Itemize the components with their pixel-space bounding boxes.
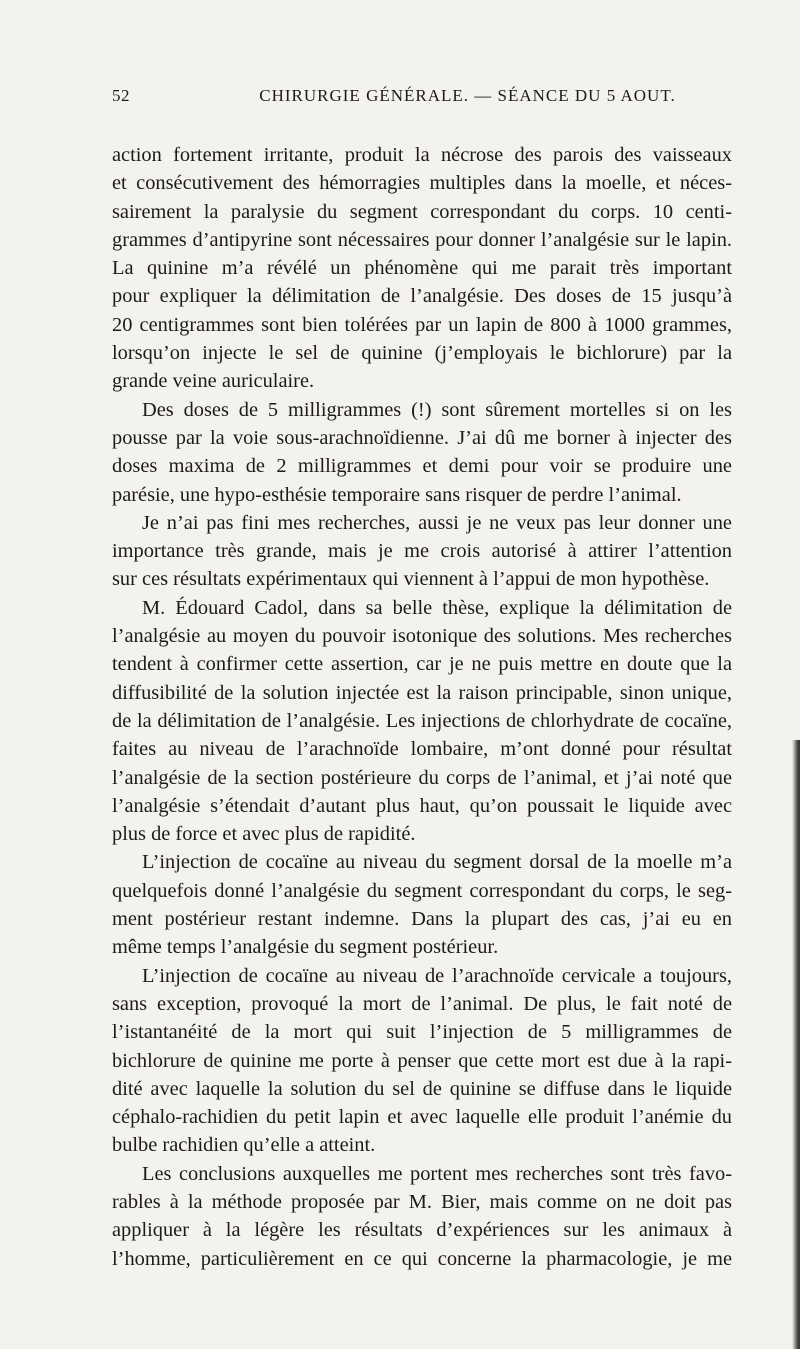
text-line: de la délimitation de l’analgésie. Les injections de chlorhydrate de cocaïne, (112, 709, 732, 732)
text-line: l’analgésie de la section postérieure du corps de l’animal, et j’ai noté que (112, 766, 732, 789)
text-line: action fortement irritante, produit la nécrose des parois des vaisseaux (112, 144, 732, 166)
text-line: Je n’ai pas fini mes recherches, aussi je ne veux pas leur donner une (142, 511, 732, 534)
text-line: rables à la méthode proposée par M. Bier, mais comme on ne doit pas (112, 1190, 732, 1213)
text-line: 20 centigrammes sont bien tolérées par un lapin de 800 à 1000 grammes, (112, 313, 732, 336)
text-line: Des doses de 5 milligrammes (!) sont sûrement mortelles si on les (142, 398, 732, 421)
text-line: M. Édouard Cadol, dans sa belle thèse, explique la délimitation de (142, 596, 732, 619)
text-line: lorsqu’on injecte le sel de quinine (j’employais le bichlorure) par la (112, 342, 732, 365)
text-line: grande veine auriculaire. (112, 370, 315, 393)
text-line: faites au niveau de l’arachnoïde lombaire, m’ont donné pour résultat (112, 738, 732, 761)
text-line: sans exception, provoqué la mort de l’animal. De plus, le fait noté de (112, 992, 732, 1015)
page-number: 52 (112, 86, 130, 105)
text-line: Les conclusions auxquelles me portent mes recherches sont très favo- (142, 1162, 732, 1185)
text-line: pousse par la voie sous-arachnoïdienne. J’ai dû me borner à injecter des (112, 426, 732, 449)
text-line: l’homme, particulièrement en ce qui concerne la pharmacologie, je me (112, 1247, 732, 1270)
text-line: appliquer à la légère les résultats d’expériences sur les animaux à (112, 1219, 732, 1242)
text-line: tendent à confirmer cette assertion, car je ne puis mettre en doute que la (112, 653, 732, 676)
running-head: CHIRURGIE GÉNÉRALE. — SÉANCE DU 5 AOUT. (259, 86, 676, 105)
text-line: dité avec laquelle la solution du sel de quinine se diffuse dans le liquide (112, 1077, 732, 1100)
text-line: bichlorure de quinine me porte à penser que cette mort est due à la rapi- (112, 1049, 732, 1072)
text-line: sairement la paralysie du segment correspondant du corps. 10 centi- (112, 200, 732, 223)
text-line: l’analgésie s’étendait d’autant plus haut, qu’on poussait le liquide avec (112, 794, 732, 817)
text-line: même temps l’analgésie du segment postérieur. (112, 936, 499, 959)
text-line: quelquefois donné l’analgésie du segment correspondant du corps, le seg- (112, 879, 732, 902)
text-line: l’analgésie au moyen du pouvoir isotonique des solutions. Mes recherches (112, 625, 732, 648)
text-line: bulbe rachidien qu’elle a atteint. (112, 1134, 376, 1157)
page-header (112, 86, 728, 112)
text-line: La quinine m’a révélé un phénomène qui me parait très important (112, 257, 732, 280)
page-edge-shadow (792, 740, 800, 1349)
text-line: L’injection de cocaïne au niveau de l’arachnoïde cervicale a toujours, (142, 964, 732, 987)
text-line: céphalo-rachidien du petit lapin et avec laquelle elle produit l’anémie du (112, 1106, 732, 1129)
text-line: l’istantanéité de la mort qui suit l’injection de 5 milligrammes de (112, 1021, 732, 1044)
text-line: et consécutivement des hémorragies multiples dans la moelle, et néces- (112, 172, 732, 195)
text-line: parésie, une hypo-esthésie temporaire sans risquer de perdre l’animal. (112, 483, 682, 506)
text-line: grammes d’antipyrine sont nécessaires pour donner l’analgésie sur le lapin. (112, 228, 732, 251)
text-line: ment postérieur restant indemne. Dans la plupart des cas, j’ai eu en (112, 908, 732, 931)
text-line: doses maxima de 2 milligrammes et demi pour voir se produire une (112, 455, 732, 478)
text-line: sur ces résultats expérimentaux qui viennent à l’appui de mon hypothèse. (112, 568, 710, 591)
text-line: diffusibilité de la solution injectée est la raison principable, sinon unique, (112, 681, 732, 704)
text-line: importance très grande, mais je me crois autorisé à attirer l’attention (112, 540, 732, 563)
text-line: pour expliquer la délimitation de l’analgésie. Des doses de 15 jusqu’à (112, 285, 732, 308)
text-line: L’injection de cocaïne au niveau du segment dorsal de la moelle m’a (142, 851, 732, 874)
body-text (112, 141, 732, 1273)
text-line: plus de force et avec plus de rapidité. (112, 823, 416, 846)
